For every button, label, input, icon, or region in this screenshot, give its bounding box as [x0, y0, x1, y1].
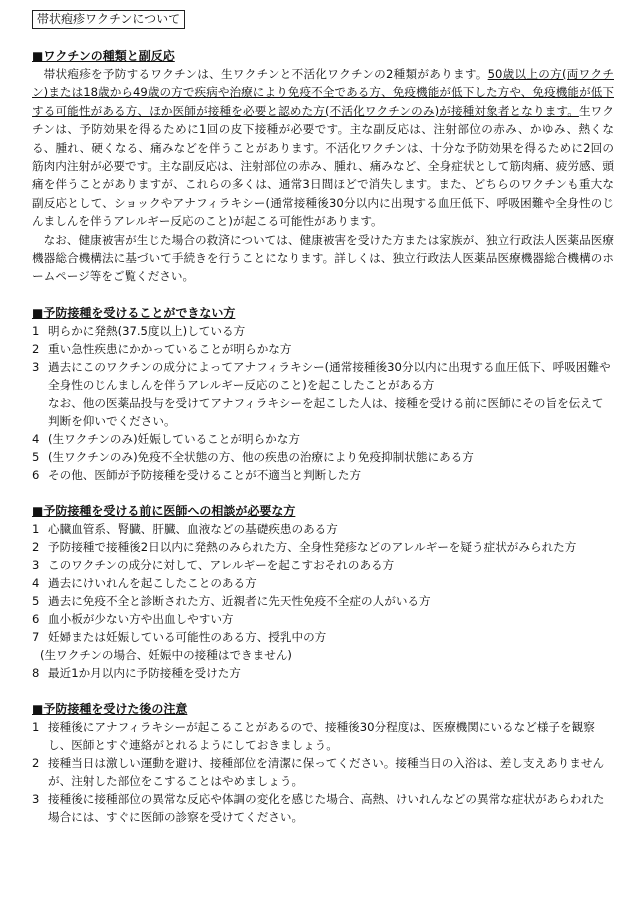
- section-heading: ■予防接種を受ける前に医師への相談が必要な方: [32, 503, 296, 518]
- list-item-text: 妊婦または妊娠している可能性のある方、授乳中の方: [48, 629, 327, 644]
- list-item-text: 心臓血管系、腎臓、肝臓、血液などの基礎疾患のある方: [48, 521, 338, 536]
- list-item: [32, 538, 614, 556]
- list-item-text: 重い急性疾患にかかっていることが明らかな方: [48, 341, 292, 356]
- section-heading: ■予防接種を受けることができない方: [32, 305, 236, 320]
- paragraph-vaccine-types: [32, 65, 614, 231]
- list-note: なお、他の医薬品投与を受けてアナフィラキシーを起こした人は、接種を受ける前に医師にその旨を伝えて判断を仰いでください。: [48, 395, 604, 428]
- list-item: [32, 790, 614, 826]
- list-item-text: (生ワクチンのみ)免疫不全状態の方、他の疾患の治療により免疫抑制状態にある方: [48, 449, 474, 464]
- list-item-text: 予防接種で接種後2日以内に発熱のみられた方、全身性発疹などのアレルギーを疑う症状がみられた方: [48, 539, 577, 554]
- list-item: [32, 448, 614, 466]
- list-item-number: 1: [32, 323, 40, 338]
- list-item-text: このワクチンの成分に対して、アレルギーを起こすおそれのある方: [48, 557, 395, 572]
- list: [32, 430, 614, 484]
- list-item-number: 6: [32, 467, 40, 482]
- list-item-text: 過去にけいれんを起こしたことのある方: [48, 575, 257, 590]
- section-heading: ■ワクチンの種類と副反応: [32, 49, 175, 63]
- text-eligibility: 50歳以上の方(両ワクチン)または18歳から49歳の方で疾病や治療により免疫不全である方、免疫機能が低下した方や、免疫機能が低下する可能性がある方、ほか医師が接種を必要と認めた方(不活化ワクチンのみ)が接種対象者となります。: [32, 67, 614, 118]
- section-cannot-receive: [32, 304, 614, 484]
- list-item-text: 過去に免疫不全と診断された方、近親者に先天性免疫不全症の人がいる方: [48, 593, 431, 608]
- list-item-number: 2: [32, 539, 40, 554]
- list-item-number: 4: [32, 575, 40, 590]
- list-item-text: (生ワクチンのみ)妊娠していることが明らかな方: [48, 431, 300, 446]
- list-item-number: 2: [32, 755, 40, 770]
- section-after-vaccination: [32, 700, 614, 826]
- list-item-number: 3: [32, 791, 40, 806]
- list-item-number: 2: [32, 341, 40, 356]
- list-item: [32, 592, 614, 610]
- list-item-number: 8: [32, 665, 40, 680]
- paragraph-relief: なお、健康被害が生じた場合の救済については、健康被害を受けた方または家族が、独立行政法人医薬品医療機器総合機構法に基づいて手続きを行うことになります。詳しくは、独立行政法人医薬品医療機器総合機構のホームページ等をご覧ください。: [32, 232, 614, 284]
- section-consult-doctor: [32, 502, 614, 682]
- list: [32, 520, 614, 646]
- list-item-number: 1: [32, 719, 40, 734]
- list-item-number: 3: [32, 359, 40, 374]
- list: [32, 718, 614, 826]
- list-item-number: 6: [32, 611, 40, 626]
- list-item-number: 3: [32, 557, 40, 572]
- list-item: [32, 340, 614, 358]
- list-item-number: 7: [32, 629, 40, 644]
- section-vaccine-types: [32, 47, 614, 286]
- list: [32, 664, 614, 682]
- list-note: (生ワクチンの場合、妊娠中の接種はできません): [40, 647, 292, 662]
- list-item-text: 接種後にアナフィラキシーが起こることがあるので、接種後30分程度は、医療機関にいるなど様子を観察し、医師とすぐ連絡がとれるようにしておきましょう。: [48, 719, 595, 752]
- list-item: [32, 520, 614, 538]
- list-item: [32, 466, 614, 484]
- list-item-text: 明らかに発熱(37.5度以上)している方: [48, 323, 246, 338]
- document: [32, 10, 614, 826]
- section-heading: ■予防接種を受けた後の注意: [32, 701, 188, 716]
- list-item: [32, 358, 614, 394]
- list-item: [32, 322, 614, 340]
- list-item-text: 接種後に接種部位の異常な反応や体調の変化を感じた場合、高熱、けいれんなどの異常な症状があらわれた場合には、すぐに医師の診察を受けてください。: [48, 791, 605, 824]
- list-item: [32, 430, 614, 448]
- text-intro: 帯状疱疹を予防するワクチンは、生ワクチンと不活化ワクチンの2種類があります。: [43, 67, 488, 81]
- list-item: [32, 718, 614, 754]
- list-item: [32, 610, 614, 628]
- list-item: [32, 754, 614, 790]
- list-item-number: 5: [32, 593, 40, 608]
- list-item-text: 接種当日は激しい運動を避け、接種部位を清潔に保ってください。接種当日の入浴は、差し支えありませんが、注射した部位をこすることはやめましょう。: [48, 755, 605, 788]
- page-title: 帯状疱疹ワクチンについて: [32, 10, 185, 29]
- list-item-text: 最近1か月以内に予防接種を受けた方: [48, 665, 241, 680]
- list-item-number: 4: [32, 431, 40, 446]
- list-item-text: 血小板が少ない方や出血しやすい方: [48, 611, 234, 626]
- list-item-number: 1: [32, 521, 40, 536]
- list-item: [32, 556, 614, 574]
- list-item-number: 5: [32, 449, 40, 464]
- list-item-text: 過去にこのワクチンの成分によってアナフィラキシー(通常接種後30分以内に出現する血圧低下、呼吸困難や全身性のじんましんを伴うアレルギー反応のこと)を起こしたことがある方: [48, 359, 611, 392]
- list-item-text: その他、医師が予防接種を受けることが不適当と判断した方: [48, 467, 362, 482]
- list-item: [32, 664, 614, 682]
- list-item: [32, 628, 614, 646]
- list-item: [32, 574, 614, 592]
- list: [32, 322, 614, 394]
- text-side-effects: 生ワクチンは、予防効果を得るために1回の皮下接種が必要です。主な副反応は、注射部位の赤み、かゆみ、熱くなる、腫れ、硬くなる、痛みなどを伴うことがあります。不活化ワクチンは、十分な予防効果を得るために2回の筋肉内注射が必要です。主な副反応は、注射部位の赤み、腫れ、痛みなど、全身症状として筋肉痛、疲労感、頭痛を伴うことがありますが、これらの多くは、通常3日間ほどで消失します。また、どちらのワクチンも重大な副反応として、ショックやアナフィラキシー(通常接種後30分以内に出現する血圧低下、呼吸困難や全身性のじんましんを伴うアレルギー反応のこと)が起こる可能性があります。: [32, 103, 614, 229]
